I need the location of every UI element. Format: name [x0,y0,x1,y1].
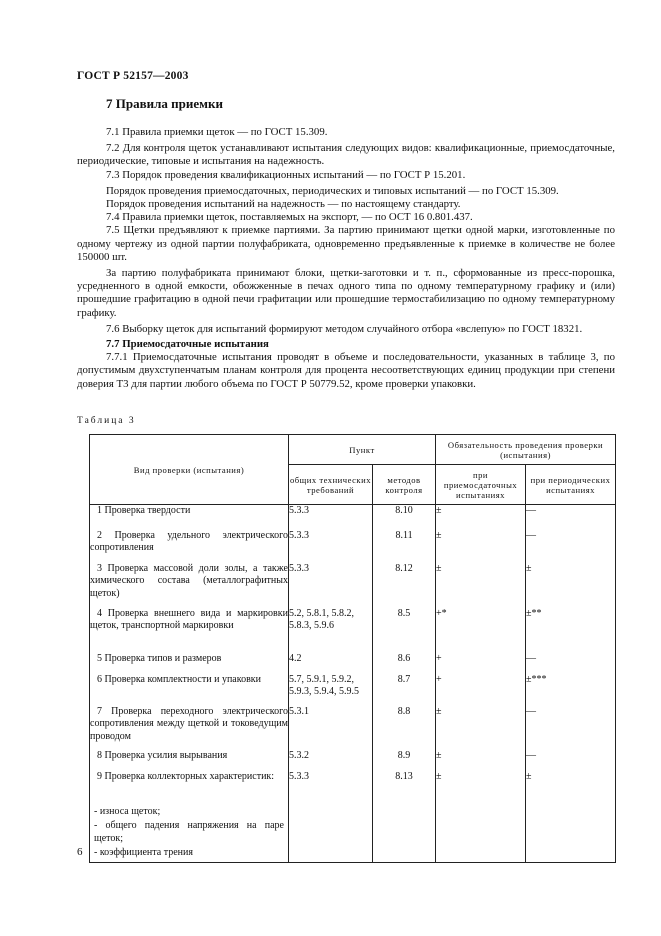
row-name: 5 Проверка типов и размеров [97,652,222,664]
row-name: 3 Проверка массовой доли золы, а также химического состава (металлографитных щеток) [90,562,288,599]
standard-header: ГОСТ Р 52157—2003 [77,70,189,82]
table-row [90,750,616,771]
row-method: 8.6 [373,653,436,674]
row-periodic: — [526,530,616,563]
table-row-subitems [90,804,616,863]
row-name: 9 Проверка коллекторных характеристик: [97,770,275,782]
row-periodic: — [526,505,616,530]
inspection-table [89,434,616,863]
row-acceptance: + [436,653,526,674]
subitem: - коэффициента трения [94,847,193,858]
subitem: - износа щеток; [94,805,161,817]
paragraph-7-1: 7.1 Правила приемки щеток — по ГОСТ 15.309. [106,126,328,138]
subitem: - общего падения напряжения на паре щеток; [94,820,284,844]
table-row [90,505,616,530]
row-acceptance: ± [436,771,526,804]
paragraph-7-2: 7.2 Для контроля щеток устанавливают испытания следующих видов: квалификационные, приемосдаточные, периодические, типовые и испытания на надежность. [77,142,615,168]
header-tech-requirements: общих технических требований [289,465,373,505]
row-acceptance: ± [436,706,526,750]
row-requirements: 5.7, 5.9.1, 5.9.2, 5.9.3, 5.9.4, 5.9.5 [289,674,373,706]
row-periodic: ± [526,563,616,608]
heading-7-7: 7.7 Приемосдаточные испытания [106,338,269,351]
paragraph-7-6: 7.6 Выборку щеток для испытаний формируют методом случайного отбора «вслепую» по ГОСТ 18321. [106,322,583,335]
row-acceptance: +* [436,608,526,653]
row-requirements: 5.3.2 [289,750,373,771]
paragraph-7-5: 7.5 Щетки предъявляют к приемке партиями. За партию принимают щетки одной марки, изготовленные по одному чертежу из одной партии полуфабриката, одновременно предъявленные к приемке в количестве не более 150000 шт. [77,224,615,263]
row-requirements: 5.3.1 [289,706,373,750]
row-periodic: ±** [526,608,616,653]
table-row [90,674,616,706]
row-periodic: ±*** [526,674,616,706]
row-name: 1 Проверка твердости [97,505,191,516]
paragraph-7-3-reliability: Порядок проведения испытаний на надежность — по настоящему стандарту. [106,198,461,211]
table-row [90,563,616,608]
header-acceptance: при приемосдаточных испытаниях [436,465,526,505]
row-acceptance: ± [436,563,526,608]
row-periodic: — [526,706,616,750]
page-number: 6 [77,846,83,858]
row-method: 8.12 [373,563,436,608]
row-method: 8.13 [373,771,436,804]
row-requirements: 5.3.3 [289,530,373,563]
row-acceptance: ± [436,530,526,563]
table-row [90,530,616,563]
section-body [77,126,615,391]
header-methods: методов контроля [373,465,436,505]
row-method: 8.8 [373,706,436,750]
row-periodic: ± [526,771,616,804]
row-method: 8.9 [373,750,436,771]
row-periodic: — [526,750,616,771]
row-requirements: 5.2, 5.8.1, 5.8.2, 5.8.3, 5.9.6 [289,608,373,653]
paragraph-7-3-acceptance: Порядок проведения приемосдаточных, периодических и типовых испытаний — по ГОСТ 15.309. [106,184,559,197]
header-obligation: Обязательность проведения проверки (испытания) [436,435,616,465]
table-row [90,608,616,653]
row-method: 8.10 [373,505,436,530]
table-row [90,771,616,804]
row-method: 8.11 [373,530,436,563]
row-method: 8.5 [373,608,436,653]
row-requirements: 5.3.3 [289,505,373,530]
table-caption: Таблица 3 [77,416,136,426]
header-test-type: Вид проверки (испытания) [90,435,289,505]
row-requirements: 4.2 [289,653,373,674]
table-row [90,706,616,750]
row-name: 6 Проверка комплектности и упаковки [97,673,262,685]
row-requirements: 5.3.3 [289,771,373,804]
row-name: 2 Проверка удельного электрического сопротивления [90,529,288,553]
row-name: 8 Проверка усилия вырывания [97,749,228,761]
row-acceptance: ± [436,505,526,530]
row-acceptance: + [436,674,526,706]
header-periodic: при периодических испытаниях [526,465,616,505]
section-title: 7 Правила приемки [106,96,223,111]
row-method: 8.7 [373,674,436,706]
table-row [90,653,616,674]
paragraph-7-7-1: 7.7.1 Приемосдаточные испытания проводят в объеме и последовательности, указанных в таблице 3, по допустимым двухступенчатым планам контроля для процента несоответствующих единиц продукции при степени доверия Т3 для партии любого объема по ГОСТ Р 50779.52, кроме проверки упаковки. [77,351,615,390]
paragraph-7-3: 7.3 Порядок проведения квалификационных испытаний — по ГОСТ Р 15.201. [106,168,466,181]
paragraph-7-4: 7.4 Правила приемки щеток, поставляемых на экспорт, — по ОСТ 16 0.801.437. [106,211,473,224]
row-name: 7 Проверка переходного электрического сопротивления между щеткой и токоведущим проводом [90,705,288,742]
row-periodic: — [526,653,616,674]
paragraph-7-5-batch: За партию полуфабриката принимают блоки, щетки-заготовки и т. п., сформованные из пресс-порошка, усредненного в одной емкости, обожженные в печах одного типа по одному температурному графику и (или) прошедшие графитацию в одной печи графитации или прошедшие термостабилизацию по одному температурному графику. [77,267,615,319]
header-clause: Пункт [289,435,436,465]
row-acceptance: ± [436,750,526,771]
row-name: 4 Проверка внешнего вида и маркировки щеток, транспортной маркировки [90,607,288,631]
row-requirements: 5.3.3 [289,563,373,608]
